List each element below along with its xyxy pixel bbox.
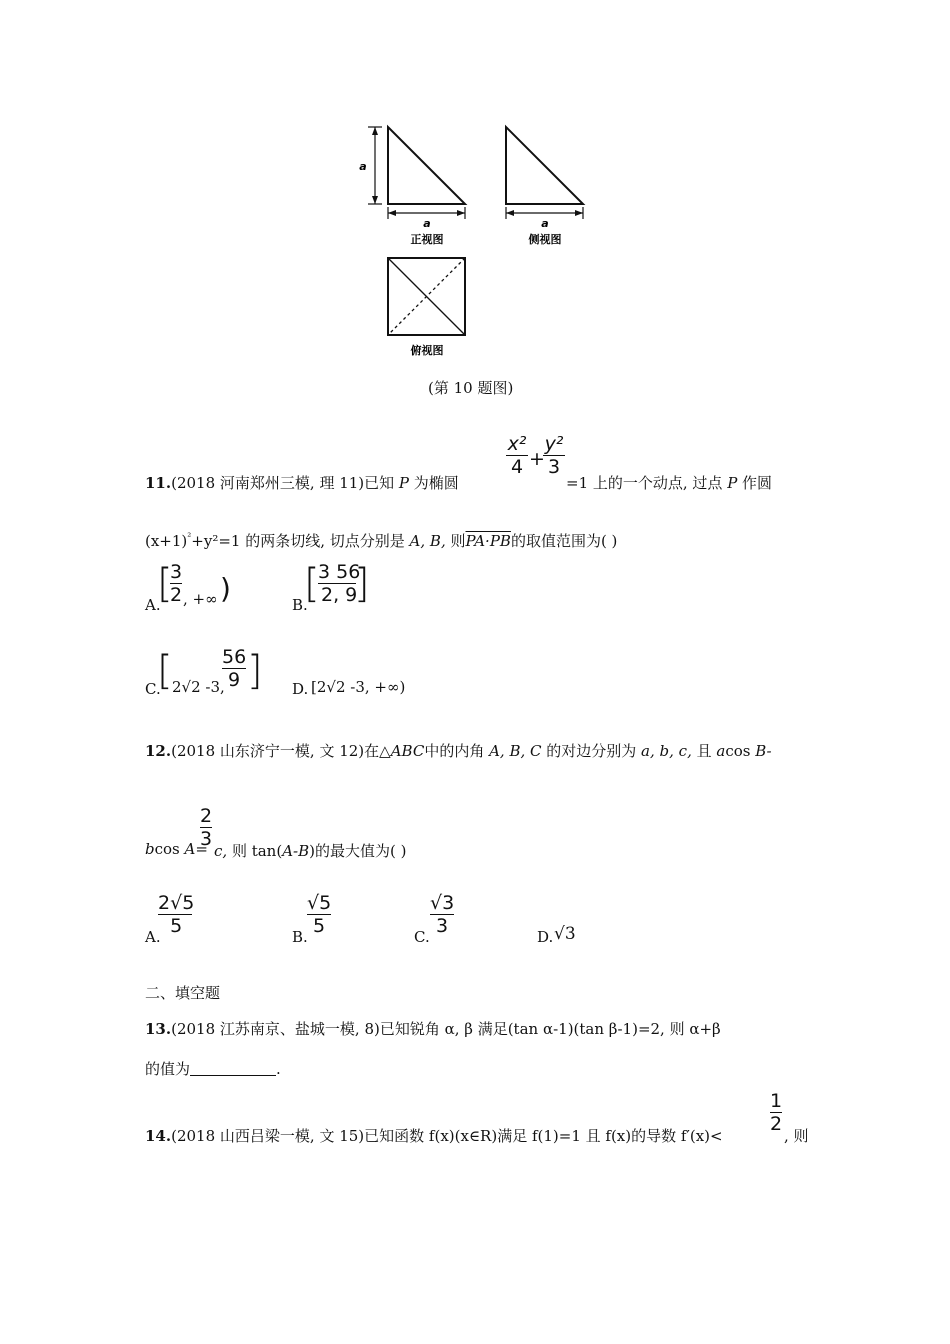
q12-line1	[145, 740, 772, 761]
q11-option-b-label: B.	[292, 596, 308, 614]
q14-frac-1-2	[770, 1090, 782, 1135]
frac-numerator: x²	[507, 433, 527, 455]
q11-text: 的取值范围为( )	[510, 532, 618, 550]
q11-text: 作圆	[737, 474, 773, 492]
q12-text: cos	[154, 840, 185, 858]
q11-option-a-frac	[170, 561, 182, 606]
q11-line1	[145, 472, 459, 493]
q12-text: 则 tan(	[227, 842, 283, 860]
q13-text: (2018 江苏南京、盐城一模, 8)已知锐角 α, β 满足(tan α-1)(tan β-1)=2, 则 α+β	[171, 1020, 721, 1038]
q13-line2	[145, 1058, 281, 1079]
front-view-height-label: a	[359, 160, 367, 173]
bracket-left: [	[157, 561, 173, 607]
frac-numerator: y²	[544, 433, 564, 455]
var-c: c,	[214, 842, 228, 860]
figure-caption: (第 10 题图)	[428, 379, 514, 397]
frac-denominator: 5	[313, 915, 326, 937]
points-ab: A, B,	[409, 532, 446, 550]
frac-numerator: √5	[307, 892, 332, 914]
bracket-left: [	[304, 561, 320, 607]
q11-source: (2018 河南郑州三模, 理 11)已知	[171, 474, 399, 492]
point-p: P	[398, 474, 410, 492]
bracket-right: ]	[247, 648, 263, 694]
q13-line1	[145, 1018, 721, 1039]
question-number: 14.	[145, 1127, 172, 1145]
frac-numerator: √3	[430, 892, 455, 914]
q12-option-b-label: B.	[292, 928, 308, 946]
q12-text: )的最大值为( )	[309, 842, 407, 860]
paren-right: )	[220, 572, 231, 605]
frac-denominator: 3	[547, 456, 561, 478]
q12-option-b-frac	[307, 892, 331, 937]
q12-option-d-label: D.	[537, 928, 554, 946]
bracket-left: [	[157, 648, 173, 694]
q12-option-c-frac	[430, 892, 454, 937]
var-a-eq: A=	[184, 840, 208, 858]
q12-text: cos	[725, 742, 756, 760]
frac-denominator: 2, 9	[321, 584, 358, 606]
q12-option-d-text: √3	[554, 924, 576, 944]
front-view-label: 正视图	[410, 233, 444, 246]
q11-option-a-tail: , +∞	[183, 590, 218, 608]
frac-numerator: 1	[770, 1090, 783, 1112]
question-number: 12.	[145, 742, 172, 760]
q12-text: 中的内角	[424, 742, 490, 760]
var-a: a	[716, 742, 726, 760]
q11-option-a-label: A.	[145, 596, 161, 614]
vector-product: PA·PB	[465, 532, 511, 550]
angles-abc: A, B, C	[489, 742, 542, 760]
q14-line1	[145, 1125, 723, 1146]
q11-line1-tail	[566, 472, 772, 493]
top-view-label: 俯视图	[410, 344, 444, 357]
q12-line2-tail	[214, 840, 406, 861]
question-number: 11.	[145, 474, 172, 492]
frac-denominator: 2	[770, 1113, 783, 1135]
q12-source: (2018 山东济宁一模, 文 12)在△	[171, 742, 391, 760]
frac-denominator: 9	[228, 669, 241, 691]
q11-option-c-left: 2√2 -3,	[172, 678, 225, 696]
q11-option-d-text: [2√2 -3, +∞)	[311, 678, 406, 696]
plus-sign: +	[529, 448, 545, 470]
front-view-triangle	[388, 127, 465, 204]
q12-option-c-label: C.	[414, 928, 430, 946]
frac-numerator: 3 56	[318, 561, 361, 583]
q14-text: (2018 山西吕梁一模, 文 15)已知函数 f(x)(x∈R)满足 f(1)=1 且 f(x)的导数 f′(x)<	[171, 1127, 723, 1145]
bracket-right: ]	[354, 561, 370, 607]
frac-denominator: 3	[436, 915, 449, 937]
q13-period: .	[276, 1060, 281, 1078]
frac-x2-over-4	[506, 433, 528, 478]
frac-denominator: 4	[510, 456, 524, 478]
question-number: 13.	[145, 1020, 172, 1038]
top-view-square	[388, 258, 465, 335]
q12-option-a-label: A.	[145, 928, 161, 946]
frac-numerator: 56	[222, 646, 247, 668]
var-b: b	[145, 840, 155, 858]
sides-abc: a, b, c,	[641, 742, 692, 760]
section-heading: 二、填空题	[145, 984, 221, 1002]
frac-numerator: 2	[200, 805, 213, 827]
q11-text: +y²=1 的两条切线, 切点分别是	[191, 532, 410, 550]
side-view-width-label: a	[541, 217, 549, 230]
q12-text: 且	[691, 742, 717, 760]
side-view-label: 侧视图	[528, 233, 562, 246]
var-b-minus: B-	[755, 742, 772, 760]
three-view-figure	[355, 115, 595, 365]
frac-numerator: 3	[170, 561, 183, 583]
q11-text: 为椭圆	[409, 474, 459, 492]
q12-line2	[145, 840, 208, 858]
q11-text: =1 上的一个动点, 过点	[566, 474, 728, 492]
q11-line2	[145, 530, 617, 551]
circle-eq: (x+1)	[145, 532, 188, 550]
frac-y2-over-3	[543, 433, 565, 478]
q12-option-a-frac	[158, 892, 194, 937]
q11-option-d-label: D.	[292, 680, 309, 698]
q11-option-c-label: C.	[145, 680, 161, 698]
triangle-abc: ABC	[390, 742, 425, 760]
a-minus-b: A-B	[282, 842, 310, 860]
q13-text: 的值为	[145, 1060, 191, 1078]
front-view-height-dimension	[368, 127, 382, 204]
q11-option-c-frac	[222, 646, 246, 691]
q14-line1-tail: , 则	[784, 1127, 809, 1145]
q11-text: 则	[445, 532, 466, 550]
point-p: P	[727, 474, 738, 492]
frac-denominator: 2	[170, 584, 183, 606]
frac-numerator: 2√5	[158, 892, 195, 914]
answer-blank[interactable]	[190, 1061, 276, 1076]
q12-text: 的对边分别为	[541, 742, 642, 760]
frac-denominator: 3	[200, 828, 213, 850]
front-view-width-label: a	[423, 217, 431, 230]
frac-denominator: 5	[170, 915, 183, 937]
circle-eq-sup: ²	[187, 532, 192, 543]
side-view-triangle	[506, 127, 583, 204]
